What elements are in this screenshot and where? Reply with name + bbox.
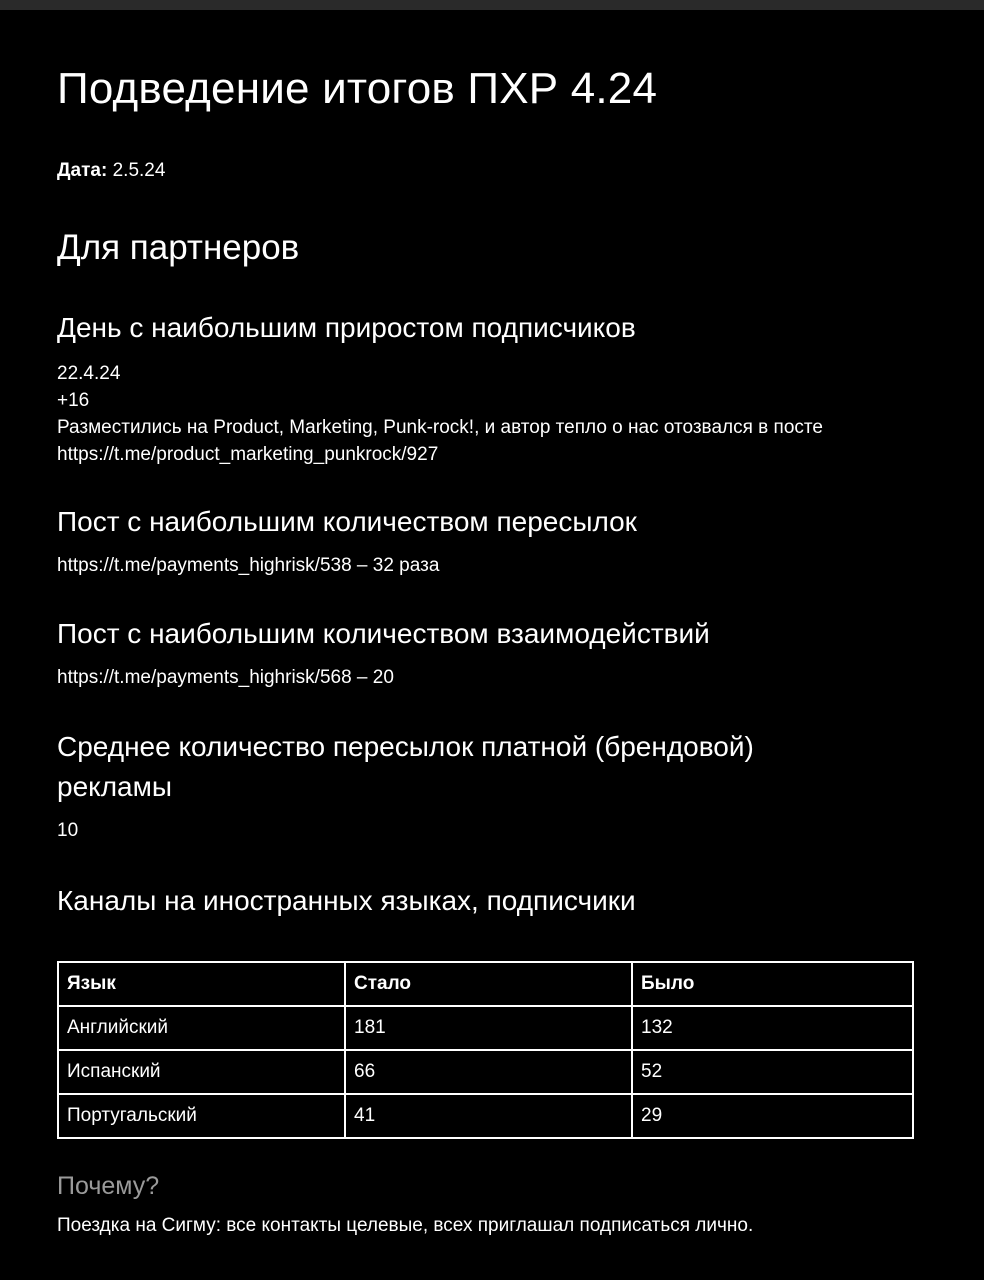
foreign-channels-table [57, 961, 914, 1139]
forwards-section [57, 502, 917, 579]
date-value: 2.5.24 [112, 160, 166, 181]
growth-note: Разместились на Product, Marketing, Punk-rock!, и автор тепло о нас отозвался в посте https://t.me/product_marketing_punkrock/927 [57, 417, 823, 465]
table-cell: Английский [58, 1006, 345, 1050]
forwards-heading: Пост с наибольшим количеством пересылок [57, 506, 637, 537]
table-cell: 41 [345, 1094, 632, 1138]
interactions-section [57, 614, 917, 691]
avg-forwards-heading: Среднее количество пересылок платной (брендовой) рекламы [57, 731, 754, 802]
interactions-heading: Пост с наибольшим количеством взаимодействий [57, 618, 710, 649]
page-title: Подведение итогов ПХР 4.24 [57, 64, 658, 113]
growth-heading: День с наибольшим приростом подписчиков [57, 312, 636, 343]
table-cell: 132 [632, 1006, 913, 1050]
table-row [58, 1050, 913, 1094]
table-cell: 66 [345, 1050, 632, 1094]
forwards-value: https://t.me/payments_highrisk/538 – 32 раза [57, 555, 440, 576]
foreign-section [57, 881, 917, 921]
column-header: Было [632, 962, 913, 1006]
table-cell: Португальский [58, 1094, 345, 1138]
why-text: Поездка на Сигму: все контакты целевые, всех приглашал подписаться лично. [57, 1215, 754, 1236]
section-title: Для партнеров [57, 228, 300, 267]
avg-forwards-section [57, 727, 857, 844]
interactions-value: https://t.me/payments_highrisk/568 – 20 [57, 667, 394, 688]
table-cell: 181 [345, 1006, 632, 1050]
table-row [58, 1006, 913, 1050]
column-header: Стало [345, 962, 632, 1006]
table-cell: Испанский [58, 1050, 345, 1094]
table-cell: 29 [632, 1094, 913, 1138]
table-header-row [58, 962, 913, 1006]
growth-section [57, 308, 917, 468]
growth-delta: +16 [57, 390, 90, 411]
growth-day: 22.4.24 [57, 363, 121, 384]
why-heading: Почему? [57, 1172, 160, 1200]
table-row [58, 1094, 913, 1138]
date-line [57, 160, 165, 182]
table-cell: 52 [632, 1050, 913, 1094]
foreign-heading: Каналы на иностранных языках, подписчики [57, 885, 636, 916]
top-bar [0, 0, 984, 10]
avg-forwards-value: 10 [57, 820, 79, 841]
date-label: Дата: [57, 160, 108, 181]
column-header: Язык [58, 962, 345, 1006]
